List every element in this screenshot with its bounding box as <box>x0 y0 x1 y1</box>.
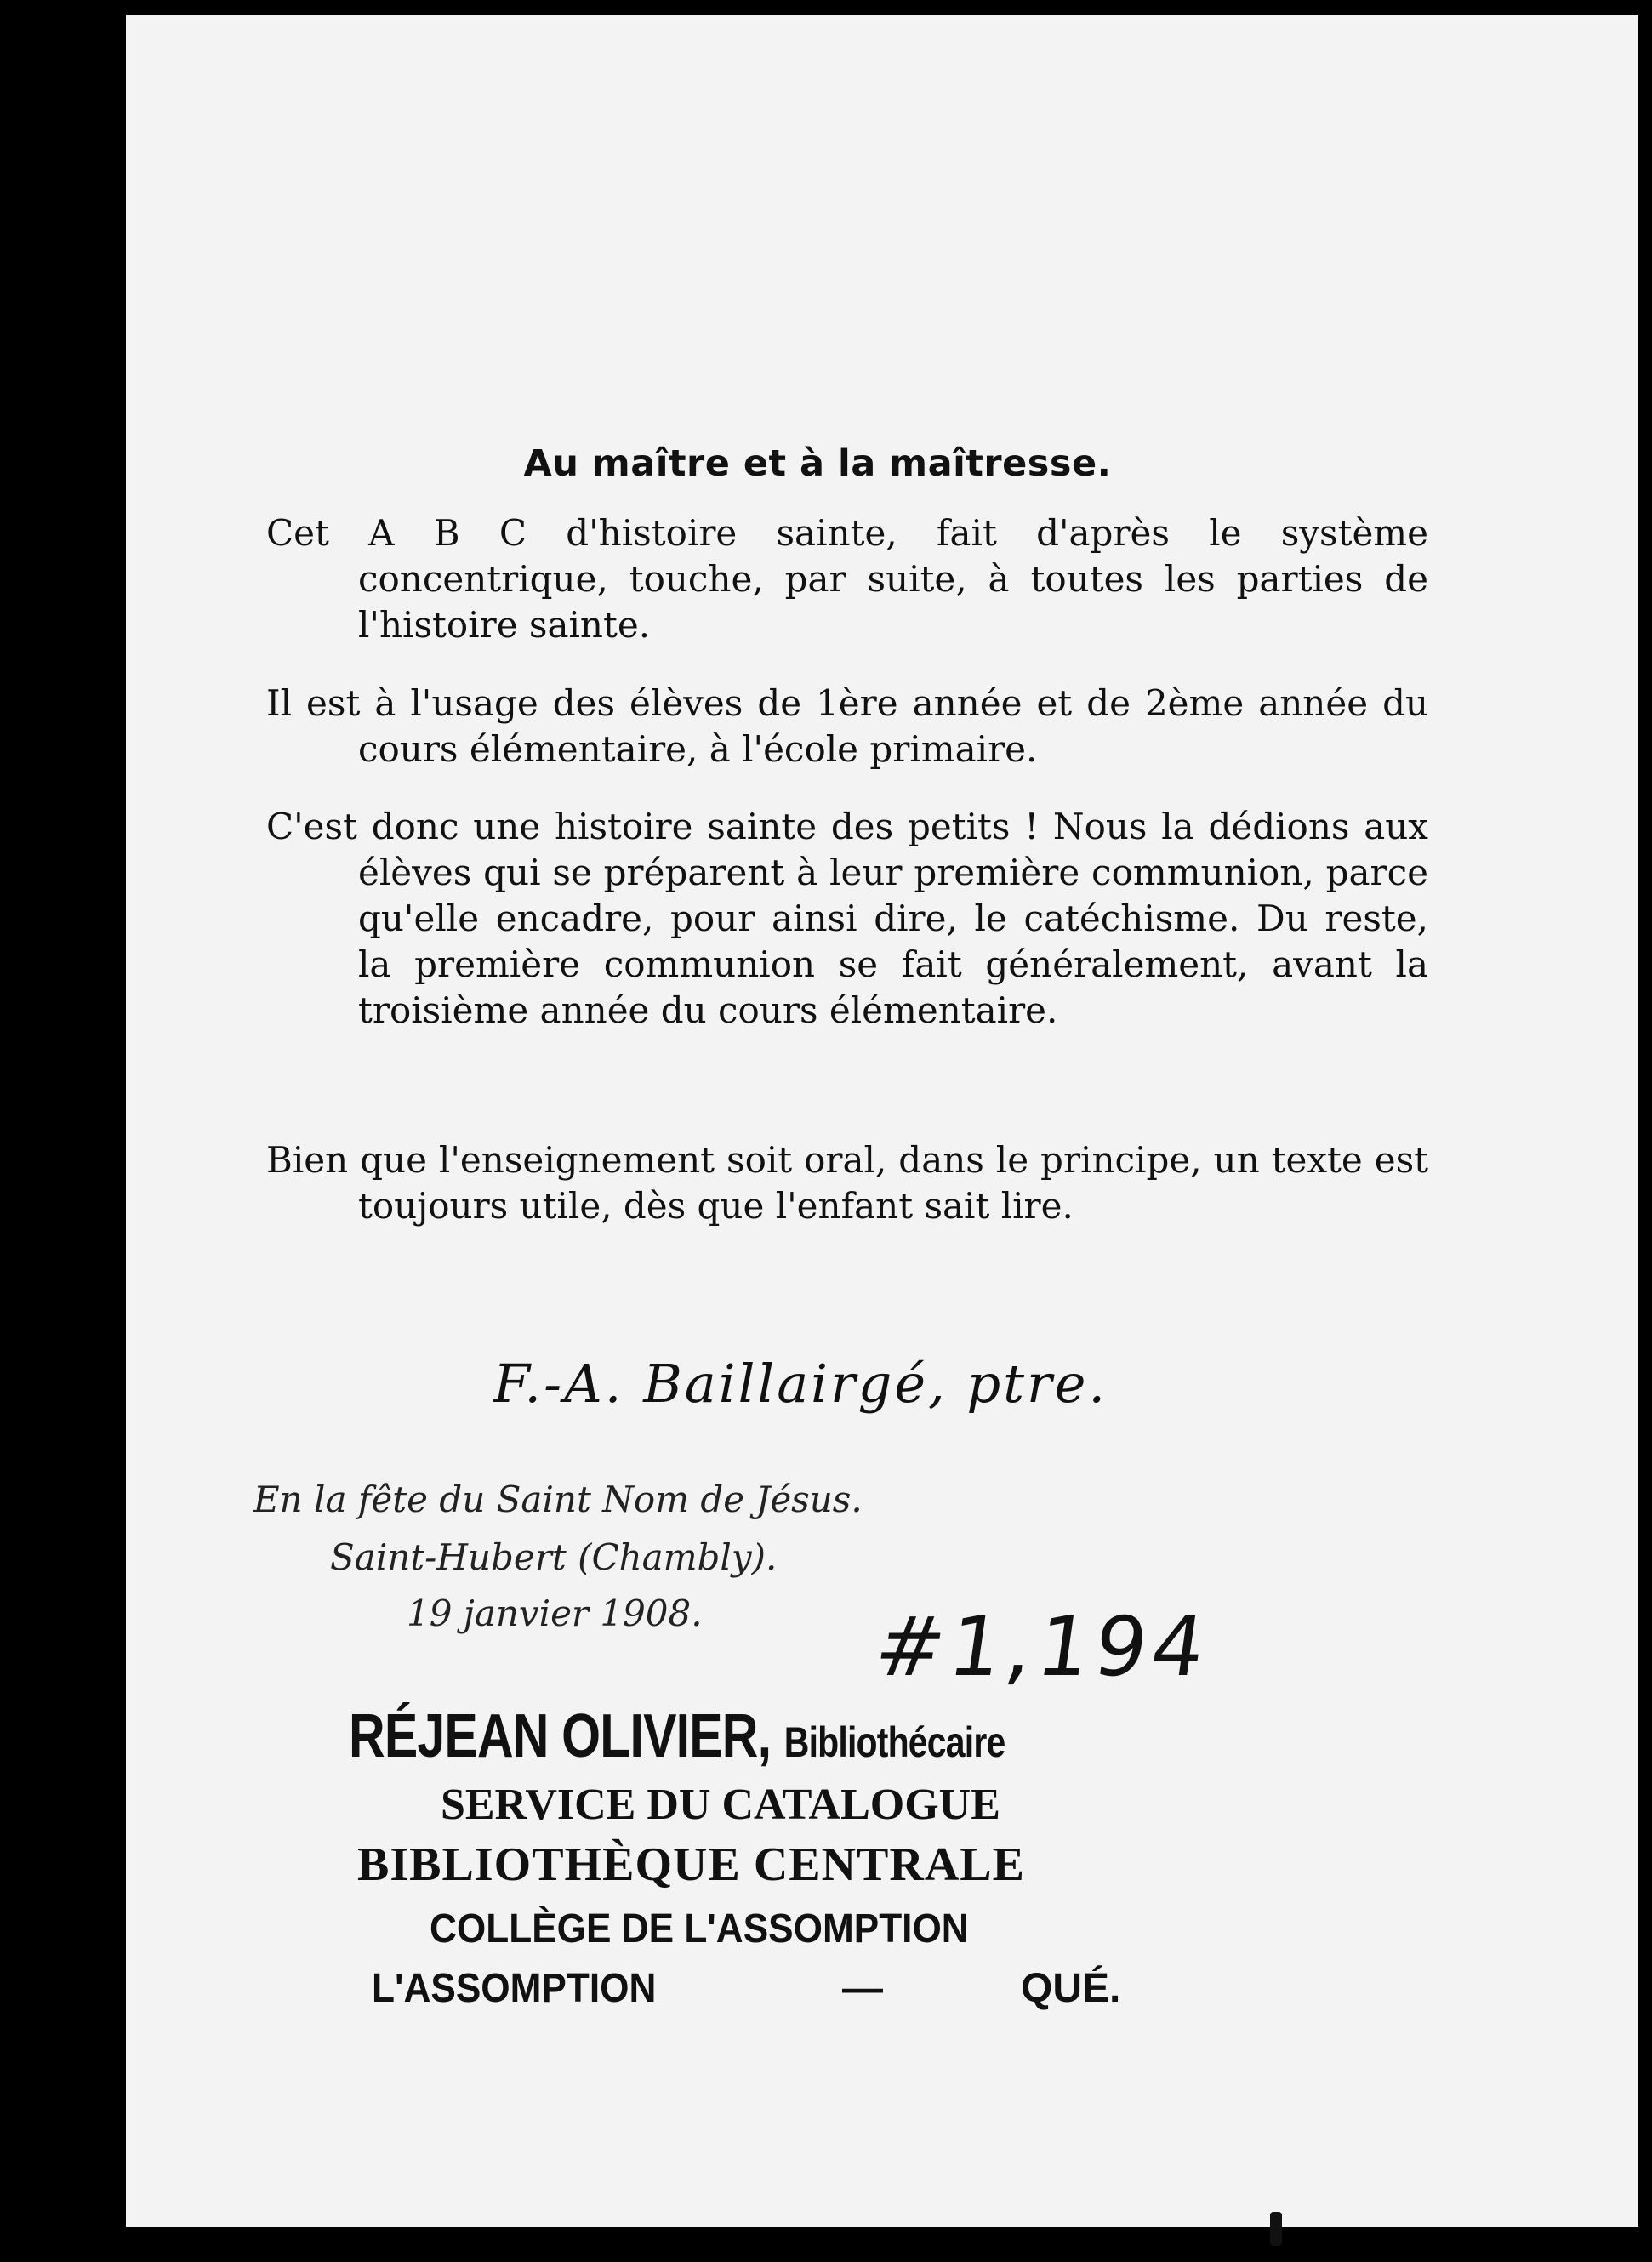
stamp-province: QUÉ. <box>1021 1966 1121 2011</box>
binding-edge <box>87 0 128 2262</box>
stamp-librarian-name: RÉJEAN OLIVIER, <box>349 1702 772 1770</box>
stamp-library: BIBLIOTHÈQUE CENTRALE <box>357 1838 1025 1891</box>
dateline-place: Saint-Hubert (Chambly). <box>330 1536 778 1578</box>
paragraph-4: Bien que l'enseignement soit oral, dans le principe, un texte est toujours utile, dès que l'enfant sait lire. <box>266 1139 1428 1227</box>
stamp-service: SERVICE DU CATALOGUE <box>441 1781 1000 1829</box>
scan-speck <box>1270 2212 1282 2246</box>
stamp-librarian-role: Bibliothécaire <box>783 1718 1005 1766</box>
handwritten-catalog-number: #1,194 <box>869 1599 1216 1695</box>
stamp-dash: — <box>842 1966 883 2011</box>
paragraph-1: Cet A B C d'histoire sainte, fait d'après le système concentrique, touche, par suite, à toutes les parties de l'histoire sainte. <box>266 512 1428 646</box>
author-signature: F.-A. Baillairgé, ptre. <box>493 1353 1108 1415</box>
page-heading: Au maître et à la maîtresse. <box>523 442 1112 485</box>
dateline-feast: En la fête du Saint Nom de Jésus. <box>253 1479 863 1520</box>
paragraph-3: C'est donc une histoire sainte des petits ! Nous la dédions aux élèves qui se préparent à leur première communion, parce qu'elle encadre, pour ainsi dire, le catéchisme. Du reste, la première communion se fait généralement, avant la troisième année du cours élémentaire. <box>266 806 1428 1031</box>
document-page <box>126 15 1638 2227</box>
dateline-date: 19 janvier 1908. <box>407 1593 703 1634</box>
library-stamp-name <box>349 1701 1005 1771</box>
stamp-college: COLLÈGE DE L'ASSOMPTION <box>430 1906 969 1951</box>
paragraph-2: Il est à l'usage des élèves de 1ère année et de 2ème année du cours élémentaire, à l'école primaire. <box>266 682 1428 770</box>
stamp-city: L'ASSOMPTION <box>372 1966 657 2011</box>
